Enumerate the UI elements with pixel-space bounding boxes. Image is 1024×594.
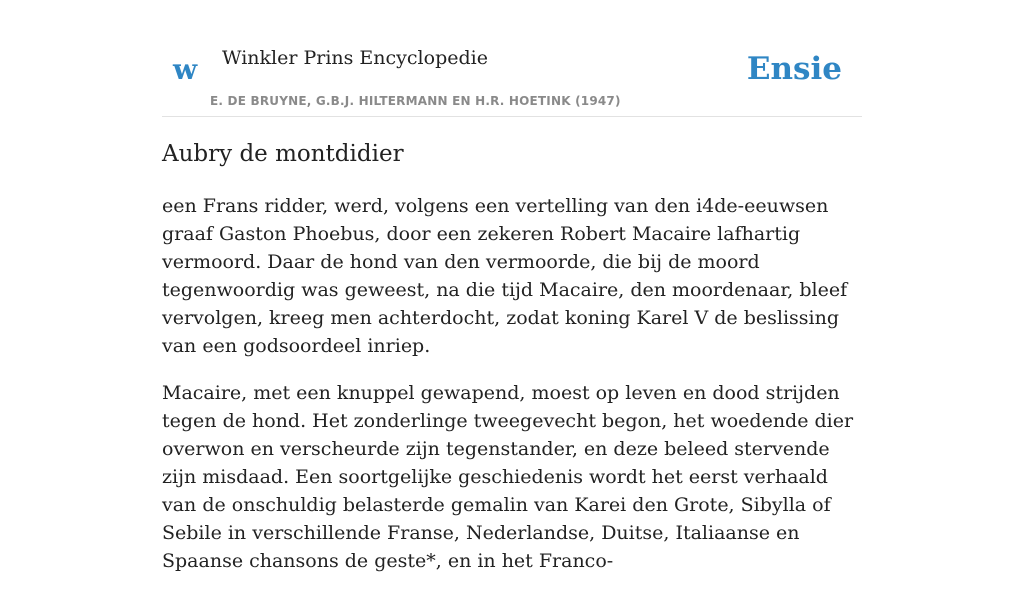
article-paragraph: een Frans ridder, werd, volgens een vertelling van den i4de-eeuwsen graaf Gaston Phoebus, door een zekeren Robert Macaire lafhartig vermoord. Daar de hond van den vermoorde, die bij de moord tegenwoordig was geweest, na die tijd Macaire, den moordenaar, bleef vervolgen, kreeg men achterdocht, zodat koning Karel V de beslissing van een godsoordeel inriep. [162,195,848,357]
article-title: Aubry de montdidier [162,141,404,167]
site-title[interactable]: Winkler Prins Encyclopedie [222,47,488,69]
authors-line: E. DE BRUYNE, G.B.J. HILTERMANN EN H.R. HOETINK (1947) [210,94,621,108]
logo-icon[interactable]: w [173,53,198,86]
article-paragraph: Macaire, met een knuppel gewapend, moest op leven en dood strijden tegen de hond. Het zonderlinge tweegevecht begon, het woedende dier overwon en verscheurde zijn tegenstander, en deze beleed stervende zijn misdaad. Een soortgelijke geschiedenis wordt het eerst verhaald van de onschuldig belasterde gemalin van Karei den Grote, Sibylla of Sebile in verschillende Franse, Nederlandse, Duitse, Italiaanse en Spaanse chansons de geste*, en in het Franco- [162,382,854,572]
brand-logo[interactable]: Ensie [746,51,842,87]
site-header [162,0,862,117]
article-body [162,192,862,594]
